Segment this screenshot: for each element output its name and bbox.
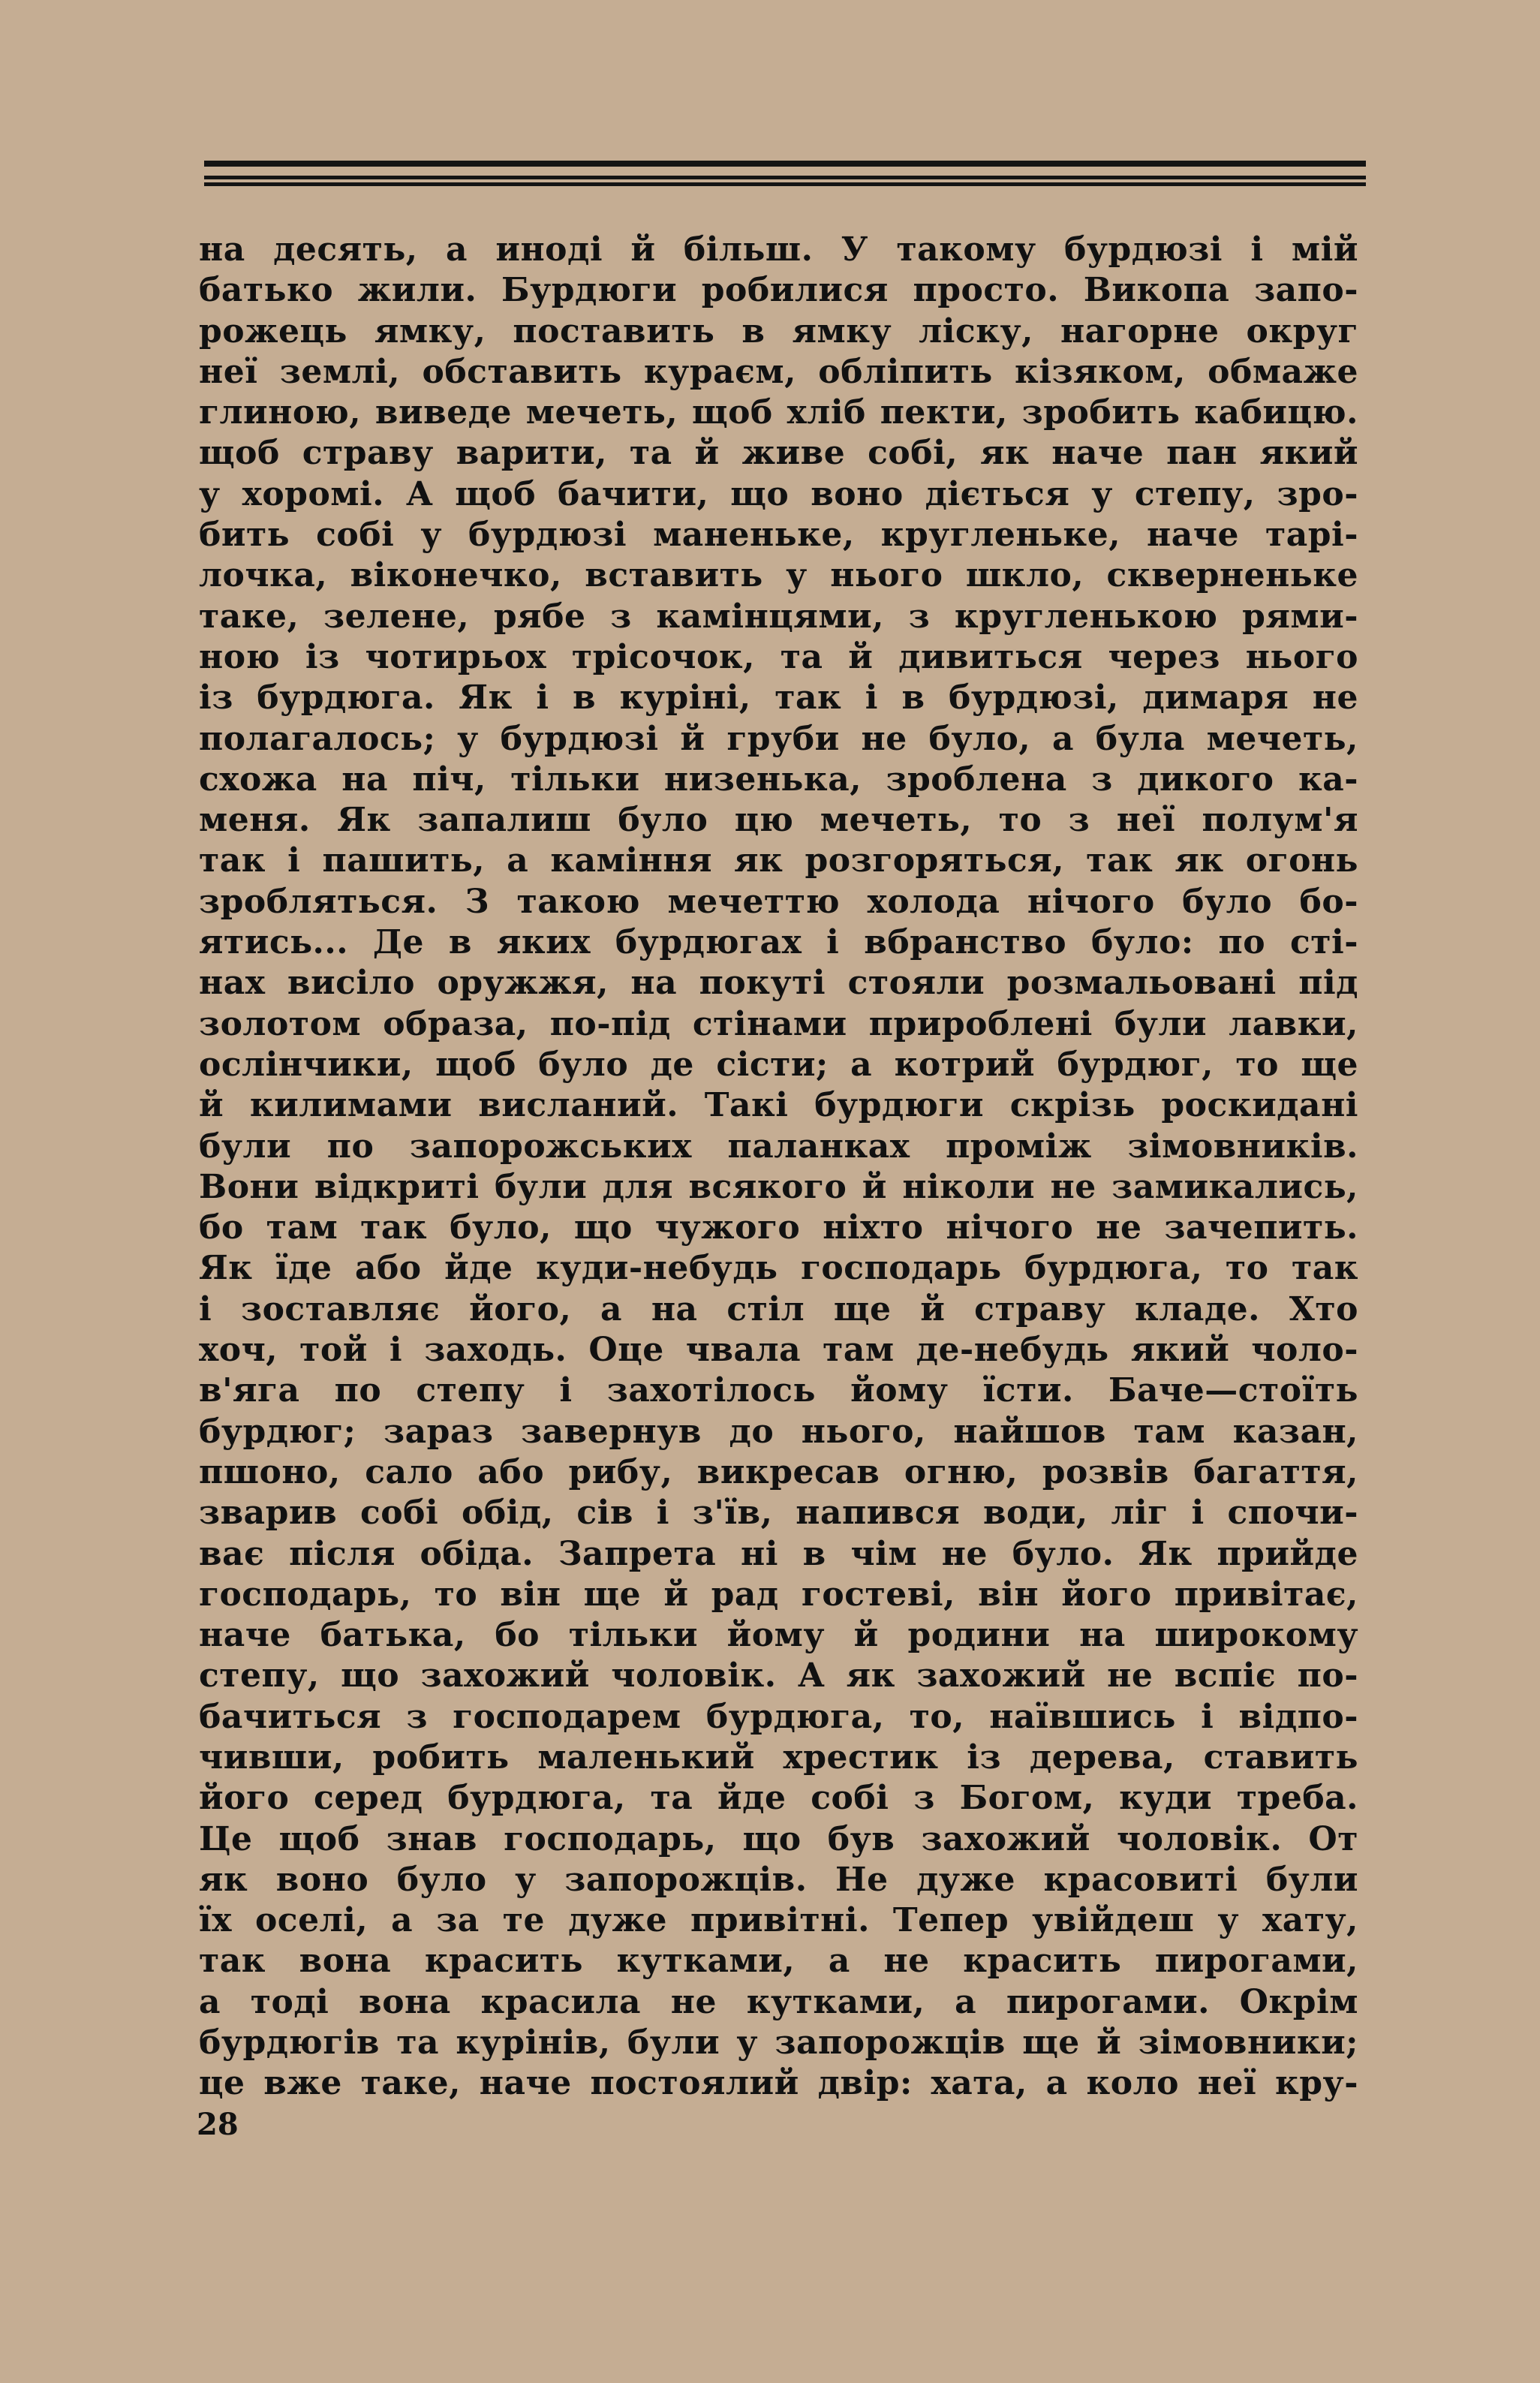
text-line: на десять, а иноді й більш. У такому бурдюзі і мій xyxy=(199,230,1358,269)
text-line: хоч, той і заходь. Оце чвала там де-небудь який чоло- xyxy=(199,1331,1358,1370)
text-line: ває після обіда. Запрета ні в чім не було. Як прийде xyxy=(199,1534,1358,1573)
text-line: Це щоб знав господарь, що був захожий чоловік. От xyxy=(199,1819,1358,1858)
text-line: Вони відкриті були для всякого й ніколи не замикались, xyxy=(199,1167,1358,1206)
text-line: бурдюгів та курінів, були у запорожців ще й зімовники; xyxy=(199,2023,1358,2063)
text-line: таке, зелене, рябе з камінцями, з кругленькою рями- xyxy=(199,597,1358,636)
text-line: чивши, робить маленький хрестик із дерева, ставить xyxy=(199,1738,1358,1777)
body-text xyxy=(199,230,1358,2105)
text-line: схожа на піч, тільки низенька, зроблена з дикого ка- xyxy=(199,760,1358,799)
text-line: і зоставляє його, а на стіл ще й страву кладе. Хто xyxy=(199,1289,1358,1328)
text-line: із бурдюга. Як і в курінi, так і в бурдюзі, димаря не xyxy=(199,678,1358,718)
text-line: й килимами висланий. Такі бурдюги скрізь роскидані xyxy=(199,1086,1358,1125)
text-line: господарь, то він ще й рад гостеві, він його привітає, xyxy=(199,1575,1358,1614)
text-line: пшоно, сало або рибу, викресав огню, розвів багаття, xyxy=(199,1452,1358,1491)
text-line: були по запорожських паланках проміж зімовників. xyxy=(199,1127,1358,1166)
text-line: нах висіло оружжя, на покуті стояли розмальовані під xyxy=(199,964,1358,1003)
text-line: полагалось; у бурдюзі й груби не було, а була мечеть, xyxy=(199,719,1358,758)
text-line: щоб страву варити, та й живе собі, як наче пан який xyxy=(199,434,1358,473)
text-line: рожець ямку, поставить в ямку ліску, нагорне округ xyxy=(199,311,1358,351)
text-line: меня. Як запалиш було цю мечеть, то з неї полум'я xyxy=(199,801,1358,840)
text-line: бачиться з господарем бурдюга, то, наївшись і відпо- xyxy=(199,1697,1358,1736)
text-line: глиною, виведе мечеть, щоб хліб пекти, зробить кабицю. xyxy=(199,393,1358,432)
text-line: степу, що захожий чоловік. А як захожий не вспіє по- xyxy=(199,1656,1358,1695)
text-line: так вона красить кутками, а не красить пирогами, xyxy=(199,1942,1358,1981)
text-line: їх оселі, а за те дуже привітні. Тепер увійдеш у хату, xyxy=(199,1901,1358,1940)
text-line: у хоромі. А щоб бачити, що воно діється у степу, зро- xyxy=(199,474,1358,513)
text-line: наче батька, бо тільки йому й родини на широкому xyxy=(199,1616,1358,1655)
text-line: його серед бурдюга, та йде собі з Богом, куди треба. xyxy=(199,1779,1358,1818)
header-double-rule xyxy=(204,176,1366,186)
text-line: бурдюг; зараз завернув до нього, найшов там казан, xyxy=(199,1412,1358,1451)
text-line: золотом образа, по-під стінами приробленi були лавки, xyxy=(199,1004,1358,1043)
text-line: батько жили. Бурдюги робилися просто. Викопа запо- xyxy=(199,271,1358,310)
text-line: ослінчики, щоб було де сісти; а котрий бурдюг, то ще xyxy=(199,1045,1358,1084)
text-line: так і пашить, а каміння як розгоряться, так як огонь xyxy=(199,841,1358,880)
text-line: зробляться. З такою мечеттю холода нічого було бо- xyxy=(199,882,1358,921)
text-line: в'яга по степу і захотілось йому їсти. Баче—стоїть xyxy=(199,1371,1358,1410)
text-line: бить собі у бурдюзі маненьке, кругленьке, наче тарі- xyxy=(199,516,1358,555)
text-line: лочка, віконечко, вставить у нього шкло, скверненьке xyxy=(199,556,1358,595)
text-line: неї землі, обставить кураєм, обліпить кізяком, обмаже xyxy=(199,352,1358,391)
text-line: а тоді вона красила не кутками, а пирогами. Окрім xyxy=(199,1982,1358,2021)
text-line: це вже таке, наче постоялий двір: хата, а коло неї кру- xyxy=(199,2064,1358,2103)
text-line: ною із чотирьох трісочок, та й дивиться через нього xyxy=(199,637,1358,676)
page-number: 28 xyxy=(197,2107,239,2142)
text-line: зварив собі обід, сів і з'їв, напився води, ліг і спочи- xyxy=(199,1494,1358,1533)
header-rule xyxy=(204,161,1366,167)
text-line: бо там так було, що чужого ніхто нічого не зачепить. xyxy=(199,1208,1358,1247)
text-line: ятись... Де в яких бурдюгах і вбранство було: по сті- xyxy=(199,923,1358,962)
text-line: Як їде або йде куди-небудь господарь бурдюга, то так xyxy=(199,1249,1358,1288)
text-line: як воно було у запорожців. Не дуже красовиті були xyxy=(199,1860,1358,1899)
